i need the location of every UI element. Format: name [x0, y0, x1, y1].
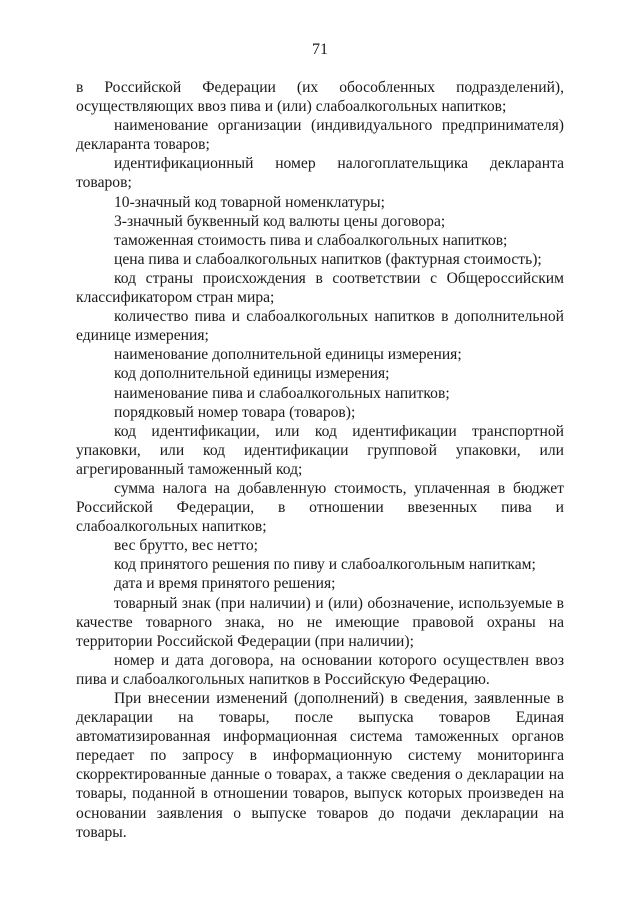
paragraph: номер и дата договора, на основании которого осуществлен ввоз пива и слабоалкогольных напитков в Российскую Федерацию.: [76, 651, 564, 688]
document-body: [76, 78, 564, 842]
page-number: 71: [312, 41, 328, 58]
paragraph: код страны происхождения в соответствии с Общероссийским классификатором стран мира;: [76, 269, 564, 307]
paragraph: наименование дополнительной единицы измерения;: [114, 346, 462, 364]
paragraph: цена пива и слабоалкогольных напитков (фактурная стоимость);: [114, 250, 542, 268]
paragraph: количество пива и слабоалкогольных напитков в дополнительной единице измерения;: [76, 308, 564, 345]
paragraph: код идентификации, или код идентификации транспортной упаковки, или код идентификации групповой упаковки, или агрегированный таможенный код;: [76, 422, 564, 478]
paragraph: код принятого решения по пиву и слабоалкогольным напиткам;: [114, 556, 536, 574]
paragraph: сумма налога на добавленную стоимость, уплаченная в бюджет Российской Федерации, в отношении ввезенных пива и слабоалкогольных напитков;: [76, 479, 564, 536]
paragraph: При внесении изменений (дополнений) в сведения, заявленные в декларации на товары, после выпуска товаров Единая автоматизированная информационная система таможенных органов передает по запросу в информационную систему мониторинга скорректированные данные о товарах, а также сведения о декларации на товары, поданной в отношении товаров, выпуск которых произведен на основании заявления о выпуске товаров до подачи декларации на товары.: [76, 690, 564, 841]
paragraph: наименование пива и слабоалкогольных напитков;: [114, 384, 450, 402]
paragraph: идентификационный номер налогоплательщика декларанта товаров;: [76, 155, 564, 192]
paragraph: товарный знак (при наличии) и (или) обозначение, используемые в качестве товарного знака, но не имеющие правовой охраны на территории Российской Федерации (при наличии);: [76, 594, 564, 650]
paragraph: вес брутто, вес нетто;: [114, 537, 258, 555]
paragraph: порядковый номер товара (товаров);: [114, 403, 356, 421]
paragraph: 3-значный буквенный код валюты цены договора;: [114, 212, 446, 230]
paragraph: 10-значный код товарной номенклатуры;: [114, 193, 385, 211]
paragraph: таможенная стоимость пива и слабоалкогольных напитков;: [114, 231, 508, 249]
paragraph: дата и время принятого решения;: [114, 575, 336, 593]
paragraph: в Российской Федерации (их обособленных подразделений), осуществляющих ввоз пива и (или) слабоалкогольных напитков;: [76, 79, 564, 116]
paragraph: наименование организации (индивидуального предпринимателя) декларанта товаров;: [76, 117, 564, 154]
paragraph: код дополнительной единицы измерения;: [114, 365, 390, 383]
